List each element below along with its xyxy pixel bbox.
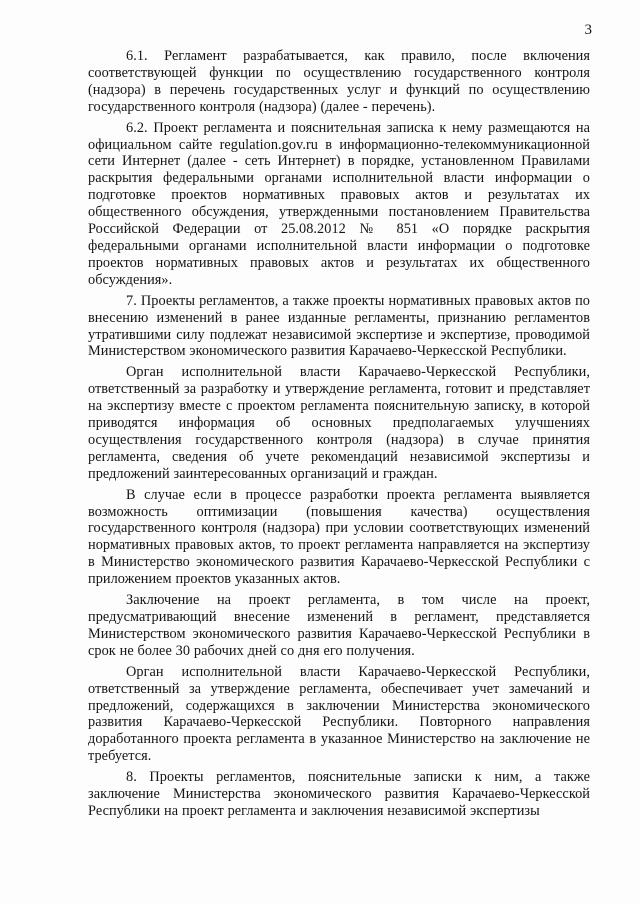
paragraph-6-1: 6.1. Регламент разрабатывается, как правило, после включения соответствующей функции по осуществлению государственного контроля (надзора) в перечень государственных услуг и функций по осуществлению государственного контроля (надзора) (далее - перечень). [88,48,590,115]
paragraph-comments-accounting: Орган исполнительной власти Карачаево-Черкесской Республики, ответственный за утверждение регламента, обеспечивает учет замечаний и предложений, содержащихся в заключении Министерства экономического развития Карачаево-Черкесской Республики. Повторного направления доработанного проекта регламента в указанное Министерство на заключение не требуется. [88,663,590,765]
paragraph-6-2: 6.2. Проект регламента и пояснительная записка к нему размещаются на официальном сайте regulation.gov.ru в информационно-телекоммуникационной сети Интернет (далее - сеть Интернет) в порядке, установленном Правилами раскрытия федеральными органами исполнительной власти информации о подготовке проектов нормативных правовых актов и результатах их общественного обсуждения, утвержденными постановлением Правительства Российской Федерации от 25.08.2012 № 851 «О порядке раскрытия федеральными органами исполнительной власти информации о подготовке проектов нормативных правовых актов и результатах их общественного обсуждения». [88,119,590,288]
paragraph-conclusion-term: Заключение на проект регламента, в том числе на проект, предусматривающий внесение изменений в регламент, представляется Министерством экономического развития Карачаево-Черкесской Республики в срок не более 30 рабочих дней со дня его получения. [88,592,590,659]
page-number: 3 [584,22,592,38]
paragraph-8: 8. Проекты регламентов, пояснительные записки к ним, а также заключение Министерства экономического развития Карачаево-Черкесской Республики на проект регламента и заключения независимой экспертизы [88,769,590,819]
document-body [88,48,590,824]
paragraph-explanatory-note: Орган исполнительной власти Карачаево-Черкесской Республики, ответственный за разработку и утверждение регламента, готовит и представляет на экспертизу вместе с проектом регламента пояснительную записку, в которой приводятся информация об основных предполагаемых улучшениях осуществления государственного контроля (надзора) в случае принятия регламента, сведения об учете рекомендаций независимой экспертизы и предложений заинтересованных организаций и граждан. [88,364,590,482]
paragraph-optimization: В случае если в процессе разработки проекта регламента выявляется возможность оптимизации (повышения качества) осуществления государственного контроля (надзора) при условии соответствующих изменений нормативных правовых актов, то проект регламента направляется на экспертизу в Министерство экономического развития Карачаево-Черкесской Республики с приложением проектов указанных актов. [88,486,590,588]
paragraph-7: 7. Проекты регламентов, а также проекты нормативных правовых актов по внесению изменений в ранее изданные регламенты, признанию регламентов утратившими силу подлежат независимой экспертизе и экспертизе, проводимой Министерством экономического развития Карачаево-Черкесской Республики. [88,292,590,360]
